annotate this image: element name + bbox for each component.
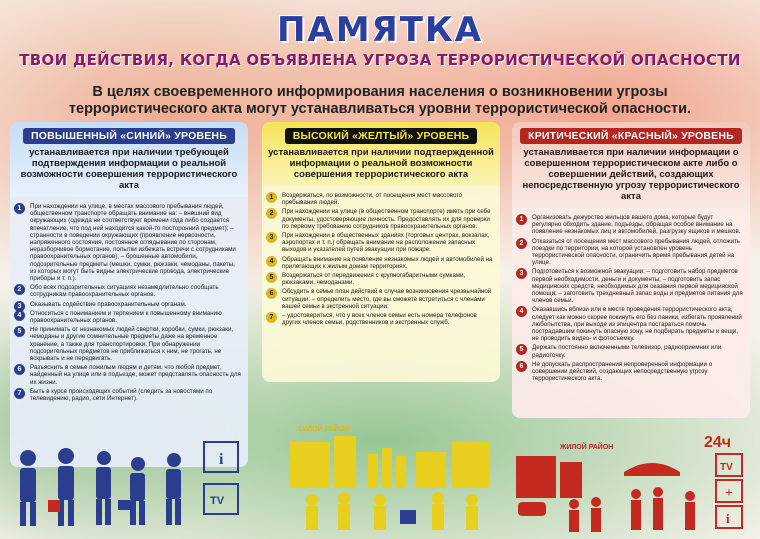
red-level-header xyxy=(512,122,750,208)
list-item: 4 Обращать внимание на появление незнакомых людей и автомобилей на прилегающих к жилым домам территориях. xyxy=(266,256,494,270)
number-badge: 7 xyxy=(266,312,277,323)
yellow-city-illustration xyxy=(288,434,498,534)
list-item: 5 Держать постоянно включенными телевизор, радиоприемник или радиоточку. xyxy=(516,344,744,358)
blue-level-column xyxy=(10,122,248,467)
blue-people-illustration xyxy=(8,440,248,530)
red-district-label: ЖИЛОЙ РАЙОН xyxy=(560,444,614,451)
yellow-level-header xyxy=(262,122,500,186)
number-badge: 7 xyxy=(14,388,25,399)
red-level-condition: устанавливается при наличии информации о совершенном террористическом акте либо о совершении действий, создающих непосредственную угрозу террористического акта xyxy=(522,147,740,202)
page-title: ПАМЯТКА xyxy=(276,10,484,50)
list-item: 5 Воздержаться от передвижения с крупногабаритными сумками, рюкзаками, чемоданами. xyxy=(266,272,494,286)
red-evacuation-illustration xyxy=(512,452,752,536)
number-badge: 2 xyxy=(14,284,25,295)
red-level-column xyxy=(512,122,750,418)
number-badge: 1 xyxy=(266,192,277,203)
list-item: 6 Разъяснить в семье пожилым людям и детям, что любой предмет, найденный на улице или в подъезде, может представлять опасность для их жизни. xyxy=(14,364,242,386)
list-item: 4 Относиться с пониманием и терпением к повышенному вниманию правоохранительных органов. xyxy=(14,310,242,324)
svg-text:TV: TV xyxy=(210,495,225,507)
list-item: 1 Воздержаться, по возможности, от посещения мест массового пребывания людей. xyxy=(266,192,494,206)
number-badge: 5 xyxy=(14,326,25,337)
blue-level-list xyxy=(10,197,248,467)
number-badge: 5 xyxy=(516,344,527,355)
list-item: 6 Не допускать распространения непроверенной информации о совершении действий, создающих непосредственную угрозу террористического акта. xyxy=(516,361,744,383)
yellow-district-label: ЖИЛОЙ РАЙОН xyxy=(296,426,350,433)
svg-text:TV: TV xyxy=(720,462,733,473)
number-badge: 4 xyxy=(266,256,277,267)
list-item: 3 При нахождении в общественных зданиях (торговых центрах, вокзалах, аэропортах и т. п.) обращать внимание на расположение запасных выходов и указателей путей эвакуации при пожаре. xyxy=(266,232,494,254)
page-subtitle: ТВОИ ДЕЙСТВИЯ, КОГДА ОБЪЯВЛЕНА УГРОЗА ТЕРРОРИСТИЧЕСКОЙ ОПАСНОСТИ xyxy=(19,51,741,69)
number-badge: 2 xyxy=(266,208,277,219)
number-badge: 3 xyxy=(266,232,277,243)
list-item: 3 Оказывать содействие правоохранительным органам. xyxy=(14,301,242,308)
number-badge: 1 xyxy=(14,203,25,214)
blue-level-condition: устанавливается при наличии требующей подтверждения информации о реальной возможности совершения террористического акта xyxy=(20,147,238,191)
svg-text:i: i xyxy=(726,511,730,526)
number-badge: 6 xyxy=(516,361,527,372)
number-badge: 4 xyxy=(516,306,527,317)
number-badge: 1 xyxy=(516,214,527,225)
number-badge: 4 xyxy=(14,310,25,321)
list-item: 2 При нахождении на улице (в общественном транспорте) иметь при себе документы, удостоверяющие личность. Предоставлять их для проверки по первому требованию сотрудников правоохранительных органов. xyxy=(266,208,494,230)
number-badge: 2 xyxy=(516,238,527,249)
list-item: 3 Подготовиться к возможной эвакуации: – подготовить набор предметов первой необходимости, деньги и документы; – подготовить запас медицинских средств, необходимых для оказания первой медицинской помощи; – заготовить трехдневный запас воды и предметов питания для членов семьи. xyxy=(516,268,744,304)
blue-level-title: ПОВЫШЕННЫЙ «СИНИЙ» УРОВЕНЬ xyxy=(23,128,235,144)
list-item: 2 Отказаться от посещения мест массового пребывания людей, отложить поездки по территории, на которой установлен уровень террористической опасности, ограничить время пребывания детей на улице. xyxy=(516,238,744,267)
list-item: 5 Не принимать от незнакомых людей свертки, коробки, сумки, рюкзаки, чемоданы и другие сомнительные предметы даже на временное хранение, а также для транспортировки. При обнаружении подозрительных предметов не приближаться к ним, не трогать, не вскрывать и не передвигать. xyxy=(14,326,242,362)
24h-badge: 24ч xyxy=(704,434,732,451)
yellow-level-list xyxy=(262,186,500,382)
list-item: 7 Быть в курсе происходящих событий (следить за новостями по телевидению, радио, сети Интернет). xyxy=(14,388,242,402)
svg-text:+: + xyxy=(725,486,733,501)
red-level-title: КРИТИЧЕСКИЙ «КРАСНЫЙ» УРОВЕНЬ xyxy=(520,128,742,144)
number-badge: 5 xyxy=(266,272,277,283)
list-item: 1 Организовать дежурство жильцов вашего дома, которые будут регулярно обходить здание, подъезды, обращая особое внимание на появление незнакомых лиц и автомобилей, разгрузку ящиков и мешков. xyxy=(516,214,744,236)
svg-text:i: i xyxy=(219,451,224,468)
list-item: 4 Оказавшись вблизи или в месте проведения террористического акта, следует как можно скорее покинуть его без паники, избегать проявлений любопытства, при выходе из эпицентра постараться помочь пострадавшим покинуть опасную зону, не подбирать предметы и вещи, не проводить видео- и фотосъемку. xyxy=(516,306,744,342)
list-item: 7 – удостовериться, что у всех членов семьи есть номера телефонов других членов семьи, родственников и экстренных служб. xyxy=(266,312,494,326)
red-level-list xyxy=(512,208,750,418)
intro-text: В целях своевременного информирования населения о возникновении угрозы террористического акта могут устанавливаться уровни террористической опасности. xyxy=(68,84,692,117)
blue-level-header xyxy=(10,122,248,197)
list-item: 6 Обсудить в семье план действий в случае возникновения чрезвычайной ситуации: – определить место, где вы сможете встретиться с членами вашей семьи в экстренной ситуации; xyxy=(266,288,494,310)
number-badge: 3 xyxy=(516,268,527,279)
list-item: 1 При нахождении на улице, в местах массового пребывания людей, общественном транспорте обращать внимание на: – внешний вид окружающих (одежда не соответствует времени года либо создается впечатление, что под ней находится какой-то посторонний предмет); – странности в поведении окружающих (проявление нервозности, напряженного состояния, постоянное оглядывание по сторонам, неразборчивое бормотание, попытки избежать встречи с сотрудниками правоохранительных органов); – брошенные автомобили, подозрительные предметы (мешки, сумки, рюкзаки, чемоданы, пакеты, из которых могут быть видны электрические провода, электрические приборы и т. п.). xyxy=(14,203,242,282)
number-badge: 6 xyxy=(266,288,277,299)
yellow-level-condition: устанавливается при наличии подтвержденной информации о реальной возможности совершения террористического акта xyxy=(268,147,494,180)
number-badge: 3 xyxy=(14,301,25,312)
yellow-level-column xyxy=(262,122,500,382)
yellow-level-title: ВЫСОКИЙ «ЖЕЛТЫЙ» УРОВЕНЬ xyxy=(285,128,478,144)
list-item: 2 Обо всех подозрительных ситуациях незамедлительно сообщать сотрудникам правоохранительных органов. xyxy=(14,284,242,298)
number-badge: 6 xyxy=(14,364,25,375)
